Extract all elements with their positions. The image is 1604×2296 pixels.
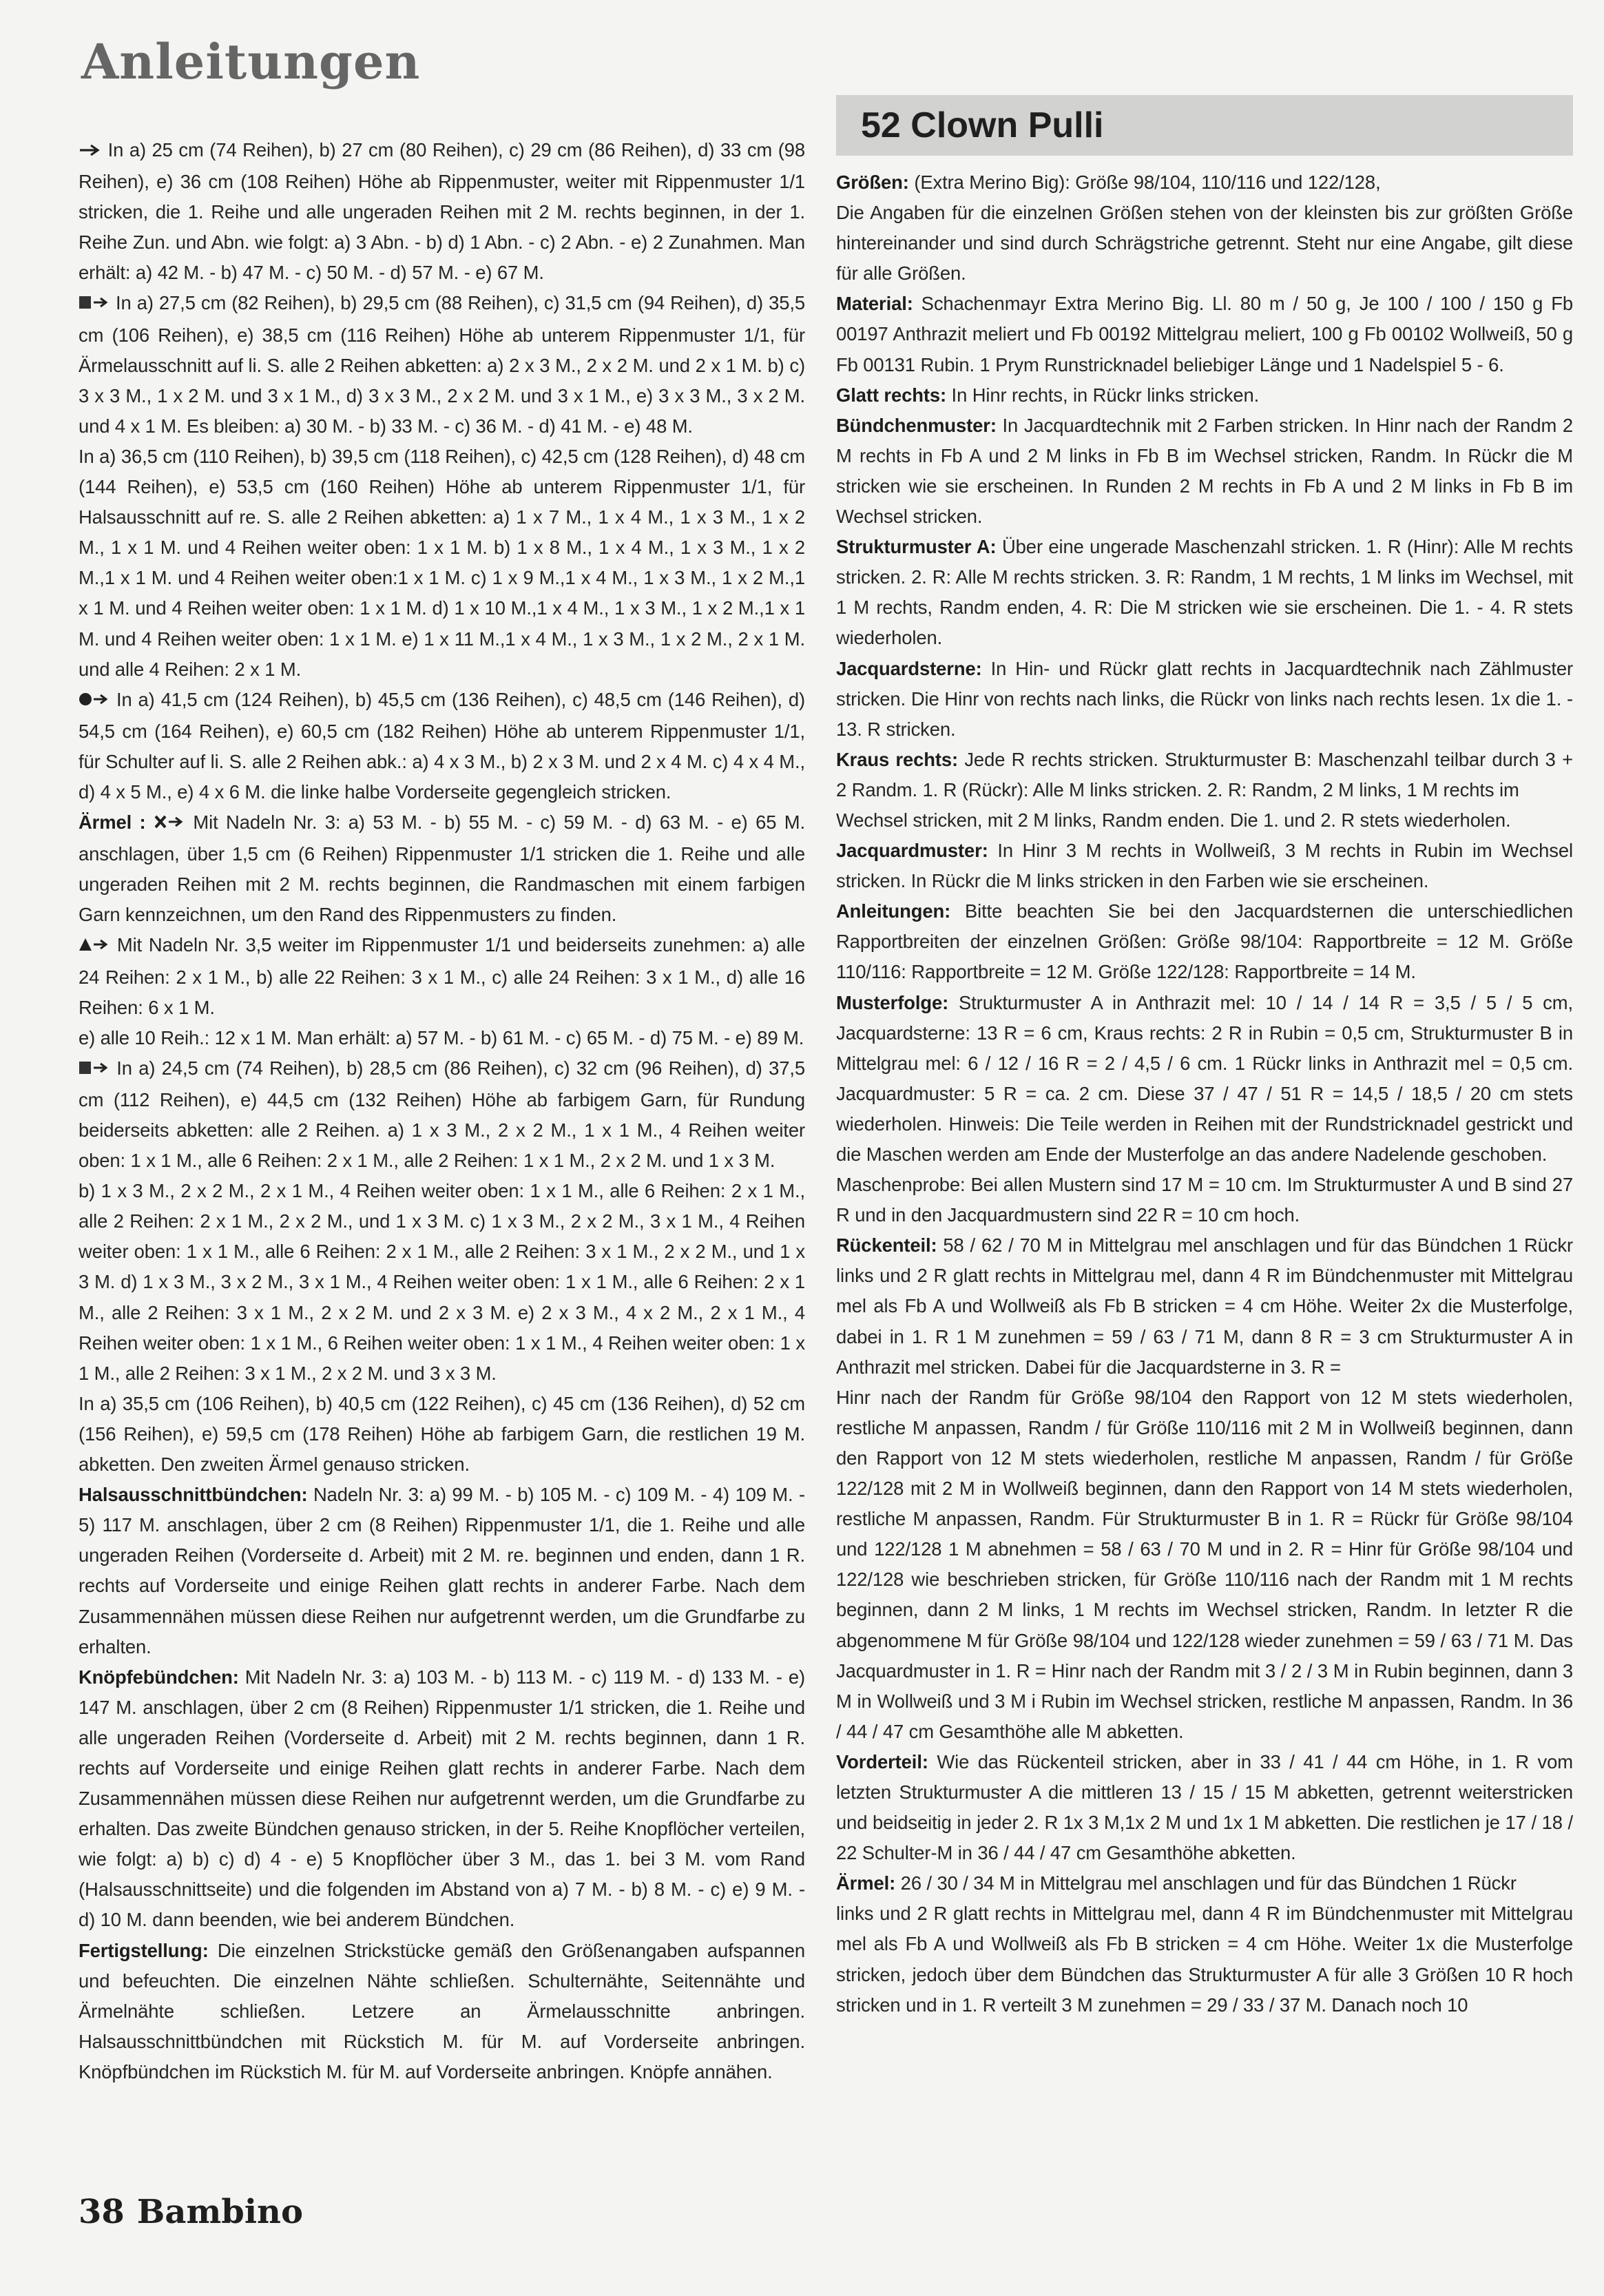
- bold-term: Knöpfebündchen:: [79, 1666, 239, 1688]
- body-text: e) alle 10 Reih.: 12 x 1 M. Man erhält: a) 57 M. - b) 61 M. - c) 65 M. - d) 75 M. - e) 89 M.: [79, 1026, 804, 1048]
- bold-term: Größen:: [836, 172, 909, 193]
- paragraph: [836, 1747, 1573, 1868]
- paragraph: [836, 654, 1573, 745]
- bold-term: Musterfolge:: [836, 991, 949, 1013]
- body-text: In a) 25 cm (74 Reihen), b) 27 cm (80 Reihen), c) 29 cm (86 Reihen), d) 33 cm (98 Reihen), e) 36 cm (108 Reihen) Höhe ab Rippenmuster, weiter mit Rippenmuster 1/1 stricken, die 1. Reihe und alle ungeraden Reihen mit 2 M. rechts beginnen, in der 1. Reihe Zun. und Abn. wie folgt: a) 3 Abn. - b) d) 1 Abn. - c) 2 Abn. - e) 2 Zunahmen. Man erhält: a) 42 M. - b) 47 M. - c) 50 M. - d) 57 M. - e) 67 M.: [79, 139, 806, 284]
- body-text: In Jacquardtechnik mit 2 Farben stricken. In Hinr nach der Randm 2 M rechts in Fb A und 2 M links in Fb B im Wechsel stricken, Randm. In Rückr die M stricken wie sie erscheinen. In Runden 2 M rechts in Fb A und 2 M links in Fb B im Wechsel stricken.: [836, 414, 1573, 528]
- bold-term: Fertigstellung:: [79, 1939, 209, 1961]
- body-text: In a) 41,5 cm (124 Reihen), b) 45,5 cm (136 Reihen), c) 48,5 cm (146 Reihen), d) 54,5 cm (164 Reihen), e) 60,5 cm (182 Reihen) Höhe ab unterem Rippenmuster 1/1, für Schulter auf li. S. alle 2 Reihen abk.: a) 4 x 3 M., b) 2 x 3 M. und 2 x 4 M. c) 4 x 4 M., d) 4 x 5 M., e) 4 x 6 M. die linke halbe Vorderseite gegengleich stricken.: [79, 688, 805, 803]
- bold-term: Vorderteil:: [836, 1750, 928, 1772]
- paragraph: [836, 1899, 1573, 2020]
- paragraph: [836, 988, 1573, 1170]
- left-column: [79, 135, 805, 2087]
- bold-term: Ärmel:: [836, 1872, 896, 1894]
- bold-term: Kraus rechts:: [836, 748, 959, 770]
- bold-term: Bündchenmuster:: [836, 414, 997, 436]
- magazine-name: Bambino: [136, 2193, 303, 2231]
- paragraph: [836, 1868, 1573, 1899]
- body-text: Strukturmuster A in Anthrazit mel: 10 / 14 / 14 R = 3,5 / 5 / 5 cm, Jacquardsterne: 13 R = 6 cm, Kraus rechts: 2 R in Rubin = 0,5 cm, Strukturmuster B in Mittelgrau mel: 6 / 12 / 16 R = 2 / 4,5 / 6 cm. 1 Rückr links in Anthrazit mel = 0,5 cm. Jacquardmuster: 5 R = ca. 2 cm. Diese 37 / 47 / 51 R = 14,5 / 18,5 / 20 cm stets wiederholen. Hinweis: Die Teile werden in Reihen mit der Rundstricknadel gestrickt und die Maschen werden am Ende der Musterfolge an das andere Nadelende geschoben.: [836, 991, 1573, 1165]
- paragraph: [836, 1383, 1573, 1747]
- paragraph: [79, 288, 805, 441]
- bold-term: Rückenteil:: [836, 1234, 937, 1256]
- body-text: 58 / 62 / 70 M in Mittelgrau mel anschlagen und für das Bündchen 1 Rückr links und 2 R glatt rechts in Mittelgrau mel, dann 4 R im Bündchenmuster mit Mittelgrau mel als Fb A und Wollweiß als Fb B stricken = 4 cm Höhe. Weiter 2x die Musterfolge, dabei in 1. R 1 M zunehmen = 59 / 63 / 71 M, dann 8 R = 3 cm Strukturmuster A in Anthrazit mel stricken. Dabei für die Jacquardsterne in 3. R =: [836, 1234, 1573, 1378]
- body-text: In a) 36,5 cm (110 Reihen), b) 39,5 cm (118 Reihen), c) 42,5 cm (128 Reihen), d) 48 cm (144 Reihen), e) 53,5 cm (160 Reihen) Höhe ab unterem Rippenmuster 1/1, für Halsausschnitt auf re. S. alle 2 Reihen abketten: a) 1 x 7 M., 1 x 4 M., 1 x 3 M., 1 x 2 M., 1 x 1 M. und 4 Reihen weiter oben: 1 x 1 M. b) 1 x 8 M., 1 x 4 M., 1 x 3 M., 1 x 2 M.,1 x 1 M. und 4 Reihen weiter oben:1 x 1 M. c) 1 x 9 M.,1 x 4 M., 1 x 3 M., 1 x 2 M.,1 x 1 M. und 4 Reihen weiter oben: 1 x 1 M. d) 1 x 10 M.,1 x 4 M., 1 x 3 M., 1 x 2 M.,1 x 1 M. und 4 Reihen weiter oben: 1 x 1 M. e) 1 x 11 M.,1 x 4 M., 1 x 3 M., 1 x 2 M., 2 x 1 M. und alle 4 Reihen: 2 x 1 M.: [79, 445, 805, 680]
- paragraph: [836, 1230, 1573, 1382]
- paragraph: [79, 930, 805, 1022]
- body-text: In a) 27,5 cm (82 Reihen), b) 29,5 cm (88 Reihen), c) 31,5 cm (94 Reihen), d) 35,5 cm (106 Reihen), e) 38,5 cm (116 Reihen) Höhe ab unterem Rippenmuster 1/1, für Ärmelausschnitt auf li. S. alle 2 Reihen abketten: a) 2 x 3 M., 2 x 2 M. und 2 x 1 M. b) c) 3 x 3 M., 1 x 2 M. und 3 x 1 M., d) 3 x 3 M., 2 x 2 M. und 3 x 1 M., e) 3 x 3 M., 3 x 2 M. und 4 x 1 M. Es bleiben: a) 30 M. - b) 33 M. - c) 36 M. - d) 41 M. - e) 48 M.: [79, 292, 806, 437]
- body-text: Mit Nadeln Nr. 3: a) 103 M. - b) 113 M. - c) 119 M. - d) 133 M. - e) 147 M. anschlagen, über 2 cm (8 Reihen) Rippenmuster 1/1 stricken, die 1. Reihe und alle ungeraden Reihen (Vorderseite d. Arbeit) mit 2 M. rechts beginnen, dann 1 R. rechts auf Vorderseite und einige Reihen glatt rechts in anderer Farbe. Nach dem Zusammennähen müssen diese Reihen nur aufgetrennt werden, um die Grundfarbe zu erhalten. Das zweite Bündchen genauso stricken, in der 5. Reihe Knopflöcher verteilen, wie folgt: a) b) c) d) 4 - e) 5 Knopflöcher über 3 M., das 1. bei 3 M. vom Rand (Halsausschnittseite) und die folgenden im Abstand von a) 7 M. - b) 8 M. - c) e) 9 M. - d) 10 M. dann beenden, wie bei anderem Bündchen.: [79, 1666, 805, 1931]
- article-title-box: [836, 95, 1573, 156]
- body-text: Maschenprobe: Bei allen Mustern sind 17 M = 10 cm. Im Strukturmuster A und B sind 27 R und in den Jacquardmustern sind 22 R = 10 cm hoch.: [836, 1174, 1573, 1226]
- paragraph: [836, 411, 1573, 532]
- paragraph: [79, 807, 805, 930]
- body-text: 26 / 30 / 34 M in Mittelgrau mel anschlagen und für das Bündchen 1 Rückr: [895, 1872, 1517, 1894]
- paragraph: [79, 135, 805, 288]
- body-text: Mit Nadeln Nr. 3,5 weiter im Rippenmuster 1/1 und beiderseits zunehmen: a) alle 24 Reihen: 2 x 1 M., b) alle 22 Reihen: 3 x 1 M., c) alle 24 Reihen: 3 x 1 M., d) alle 16 Reihen: 6 x 1 M.: [79, 934, 805, 1018]
- square-icon: [79, 289, 110, 320]
- body-text: links und 2 R glatt rechts in Mittelgrau mel, dann 4 R im Bündchenmuster mit Mittelgrau mel als Fb A und Wollweiß als Fb B stricken = 4 cm Höhe. Weiter 1x die Musterfolge stricken, jedoch über dem Bündchen das Strukturmuster A für alle 3 Größen 10 R hoch stricken und in 1. R verteilt 3 M zunehmen = 29 / 33 / 37 M. Danach noch 10: [836, 1903, 1573, 2016]
- paragraph: [79, 1176, 805, 1389]
- body-text: Wie das Rückenteil stricken, aber in 33 / 41 / 44 cm Höhe, in 1. R vom letzten Strukturmuster A die mittleren 13 / 15 / 15 M abketten, getrennt weiterstricken und beidseitig in jeder 2. R 1x 3 M,1x 2 M und 1x 1 M abketten. Die restlichen je 17 / 18 / 22 Schulter-M in 36 / 44 / 47 cm Gesamthöhe abketten.: [836, 1750, 1573, 1864]
- body-text: In Hinr rechts, in Rückr links stricken.: [946, 384, 1260, 406]
- paragraph: [79, 442, 805, 685]
- paragraph: [79, 1023, 805, 1053]
- triangle-icon: [79, 931, 110, 962]
- article-title: 52 Clown Pulli: [861, 105, 1104, 145]
- page-number: 38: [79, 2193, 125, 2231]
- bold-term: Anleitungen:: [836, 900, 951, 922]
- body-text: (Extra Merino Big): Größe 98/104, 110/116 und 122/128,: [908, 172, 1381, 193]
- arrow-icon: [79, 136, 102, 167]
- body-text: Jede R rechts stricken. Strukturmuster B: Maschenzahl teilbar durch 3 + 2 Randm. 1. R (Rückr): Alle M links stricken. 2. R: Randm, 2 M links, 1 M rechts im: [836, 748, 1573, 800]
- body-text: In Hin- und Rückr glatt rechts in Jacquardtechnik nach Zählmuster stricken. Die Hinr von rechts nach links, die Rückr von links nach rechts lesen. 1x die 1. - 13. R stricken.: [836, 657, 1573, 740]
- bold-term: Material:: [836, 293, 913, 315]
- paragraph: [79, 685, 805, 807]
- paragraph: [836, 1170, 1573, 1230]
- circle-icon: [79, 686, 110, 716]
- bold-term: Strukturmuster A:: [836, 536, 997, 558]
- body-text: Mit Nadeln Nr. 3: a) 53 M. - b) 55 M. - c) 59 M. - d) 63 M. - e) 65 M. anschlagen, über 1,5 cm (6 Reihen) Rippenmuster 1/1 stricken die 1. Reihe und alle ungeraden Reihen mit 2 M. rechts beginnen, die Randmaschen mit einem farbigen Garn kennzeichnen, um den Rand des Rippenmusters zu finden.: [79, 811, 805, 926]
- body-text: Wechsel stricken, mit 2 M links, Randm enden. Die 1. und 2. R stets wiederholen.: [836, 809, 1511, 831]
- body-text: Die Angaben für die einzelnen Größen stehen von der kleinsten bis zur größten Größe hintereinander und sind durch Schrägstriche getrennt. Steht nur eine Angabe, gilt diese für alle Größen.: [836, 202, 1573, 285]
- body-text: In a) 35,5 cm (106 Reihen), b) 40,5 cm (122 Reihen), c) 45 cm (136 Reihen), d) 52 cm (156 Reihen), e) 59,5 cm (178 Reihen) Höhe ab farbigem Garn, die restlichen 19 M. abketten. Den zweiten Ärmel genauso stricken.: [79, 1392, 805, 1476]
- paragraph: [836, 805, 1573, 836]
- body-text: Schachenmayr Extra Merino Big. Ll. 80 m / 50 g, Je 100 / 100 / 150 g Fb 00197 Anthrazit meliert und Fb 00192 Mittelgrau meliert, 100 g Fb 00102 Wollweiß, 50 g Fb 00131 Rubin. 1 Prym Runstricknadel beliebiger Länge und 1 Nadelspiel 5 - 6.: [836, 293, 1573, 375]
- paragraph: [836, 532, 1573, 653]
- bold-term: Jacquardmuster:: [836, 840, 988, 862]
- bold-term: Glatt rechts:: [836, 384, 947, 406]
- paragraph: [79, 1053, 805, 1176]
- body-text: Über eine ungerade Maschenzahl stricken. 1. R (Hinr): Alle M rechts stricken. 2. R: Alle M rechts stricken. 3. R: Randm, 1 M rechts, 1 M links im Wechsel, mit 1 M rechts, Randm enden, 4. R: Die M stricken wie sie erscheinen. Die 1. - 4. R stets wiederholen.: [836, 536, 1574, 649]
- paragraph: [836, 289, 1573, 380]
- bold-term: Halsausschnittbündchen:: [79, 1484, 308, 1506]
- paragraph: [836, 380, 1573, 411]
- paragraph: [836, 896, 1573, 987]
- cross-icon: [154, 809, 185, 839]
- paragraph: [79, 1936, 805, 2087]
- body-text: Die einzelnen Strickstücke gemäß den Größenangaben aufspannen und befeuchten. Die einzelnen Nähte schließen. Schulternähte, Seitennähte und Ärmelnähte schließen. Letzere an Ärmelausschnitte anbringen. Halsausschnittbündchen mit Rückstich M. für M. auf Vorderseite anbringen. Knöpfbündchen im Rückstich M. für M. auf Vorderseite anbringen. Knöpfe annähen.: [79, 1939, 805, 2082]
- right-column: [836, 167, 1573, 2020]
- paragraph: [79, 1662, 805, 1936]
- paragraph: [836, 745, 1573, 805]
- bold-term: Ärmel :: [79, 811, 154, 834]
- body-text: Nadeln Nr. 3: a) 99 M. - b) 105 M. - c) 109 M. - 4) 109 M. - 5) 117 M. anschlagen, über 2 cm (8 Reihen) Rippenmuster 1/1, die 1. Reihe und alle ungeraden Reihen (Vorderseite d. Arbeit) mit 2 M. re. beginnen und enden, dann 1 R. rechts auf Vorderseite und einige Reihen glatt rechts in anderer Farbe. Nach dem Zusammennähen müssen diese Reihen nur aufgetrennt werden, um die Grundfarbe zu erhalten.: [79, 1484, 805, 1657]
- square-icon: [79, 1055, 110, 1085]
- bold-term: Jacquardsterne:: [836, 657, 982, 679]
- body-text: b) 1 x 3 M., 2 x 2 M., 2 x 1 M., 4 Reihen weiter oben: 1 x 1 M., alle 6 Reihen: 2 x 1 M., alle 2 Reihen: 2 x 1 M., 2 x 2 M., und 1 x 3 M. c) 1 x 3 M., 2 x 2 M., 3 x 1 M., 4 Reihen weiter oben: 1 x 1 M., alle 6 Reihen: 2 x 1 M., alle 2 Reihen: 3 x 1 M., 2 x 2 M., und 1 x 3 M. d) 1 x 3 M., 3 x 2 M., 3 x 1 M., 4 Reihen weiter oben: 1 x 1 M., alle 6 Reihen: 2 x 1 M., alle 2 Reihen: 3 x 1 M., 2 x 2 M. und 2 x 3 M. e) 2 x 3 M., 4 x 2 M., 2 x 1 M., 4 Reihen weiter oben: 1 x 1 M., 6 Reihen weiter oben: 1 x 1 M., 4 Reihen weiter oben: 1 x 1 M., alle 2 Reihen: 3 x 1 M., 2 x 2 M. und 3 x 3 M.: [79, 1180, 805, 1384]
- paragraph: [79, 1389, 805, 1480]
- page-footer: [79, 2188, 315, 2236]
- paragraph: [79, 1480, 805, 1662]
- paragraph: [836, 167, 1573, 198]
- page-header: Anleitungen: [81, 33, 421, 90]
- paragraph: [836, 198, 1573, 289]
- body-text: In a) 24,5 cm (74 Reihen), b) 28,5 cm (86 Reihen), c) 32 cm (96 Reihen), d) 37,5 cm (112 Reihen), e) 44,5 cm (132 Reihen) Höhe ab farbigem Garn, für Rundung beiderseits abketten: alle 2 Reihen. a) 1 x 3 M., 2 x 2 M., 1 x 1 M., 4 Reihen weiter oben: 1 x 1 M., alle 6 Reihen: 2 x 1 M., alle 2 Reihen: 1 x 1 M., 2 x 2 M. und 1 x 3 M.: [79, 1057, 805, 1172]
- body-text: Hinr nach der Randm für Größe 98/104 den Rapport von 12 M stets wiederholen, restliche M anpassen, Randm / für Größe 110/116 mit 2 M in Wollweiß beginnen, dann den Rapport von 12 M stets wiederholen, restliche M anpassen, Randm / für Größe 122/128 mit 2 M in Wollweiß beginnen, dann den Rapport von 14 M stets wiederholen, restliche M anpassen, Randm. Für Strukturmuster B in 1. R = Rückr für Größe 98/104 und 122/128 1 M abnehmen = 58 / 63 / 70 M und in 2. R = Hinr für Größe 98/104 und 122/128 wie beschrieben stricken, für Größe 110/116 nach der Randm mit 1 M rechts beginnen, dann 2 M links, 1 M rechts im Wechsel stricken, Randm. In letzter R die abgenommene M für Größe 98/104 und 122/128 wieder zunehmen = 59 / 63 / 71 M. Das Jacquardmuster in 1. R = Hinr nach der Randm mit 3 / 2 / 3 M in Rubin beginnen, dann 3 M in Wollweiß und 3 M i Rubin im Wechsel stricken, restliche M anpassen, Randm. In 36 / 44 / 47 cm Gesamthöhe alle M abketten.: [836, 1386, 1573, 1742]
- body-text: In Hinr 3 M rechts in Wollweiß, 3 M rechts in Rubin im Wechsel stricken. In Rückr die M links stricken in den Farben wie sie erscheinen.: [836, 840, 1573, 892]
- body-text: Bitte beachten Sie bei den Jacquardsternen die unterschiedlichen Rapportbreiten der einzelnen Größen: Größe 98/104: Rapportbreite = 12 M. Größe 110/116: Rapportbreite = 12 M. Größe 122/128: Rapportbreite = 14 M.: [836, 900, 1573, 983]
- paragraph: [836, 836, 1573, 896]
